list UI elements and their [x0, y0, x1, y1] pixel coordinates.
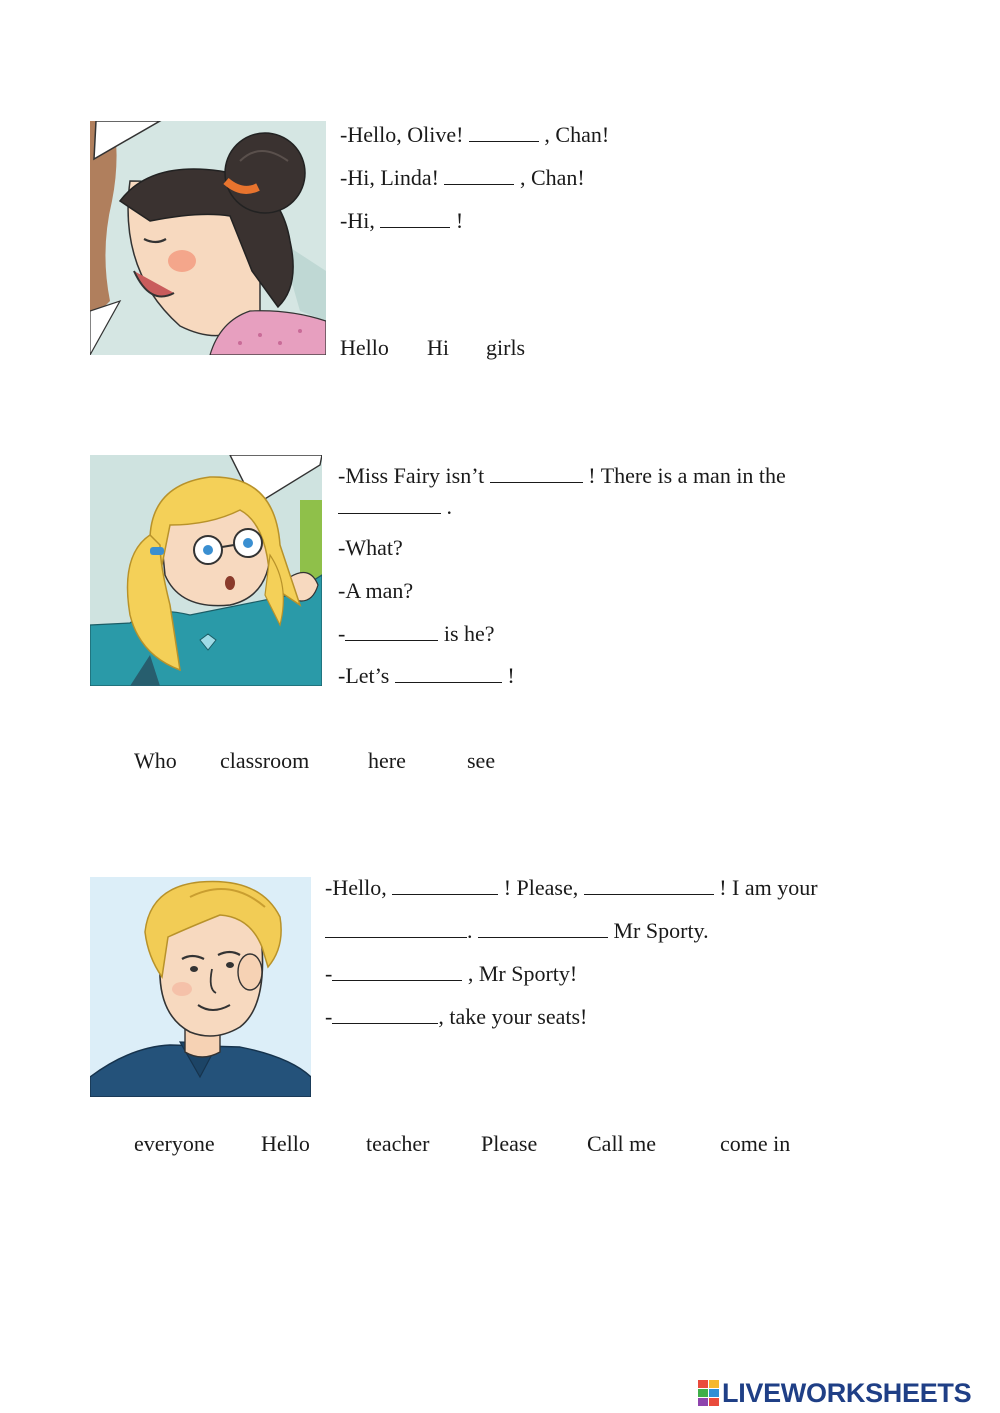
- word-bank-item: classroom: [220, 748, 310, 773]
- answer-blank[interactable]: [395, 664, 502, 683]
- teacher-mr-sporty-illustration: [90, 877, 311, 1097]
- dialogue-line-2: . Mr Sporty.: [325, 918, 709, 944]
- word-bank-item: come in: [720, 1131, 791, 1156]
- word-bank-item: Hello: [340, 335, 389, 360]
- dialogue-line-1: -Hello, ! Please, ! I am your: [325, 875, 818, 900]
- word-bank-item: here: [368, 748, 406, 773]
- word-bank-item: everyone: [134, 1131, 215, 1156]
- answer-blank[interactable]: [338, 495, 441, 514]
- answer-blank[interactable]: [469, 123, 539, 142]
- word-bank-item: Call me: [587, 1131, 657, 1156]
- dialogue-line-3: -Hi, !: [340, 208, 464, 233]
- word-bank-item: Hi: [427, 335, 449, 360]
- answer-blank[interactable]: [345, 622, 438, 641]
- liveworksheets-logo[interactable]: [698, 1378, 994, 1408]
- word-bank-item: see: [467, 748, 496, 773]
- dialogue-line-4: - , take your seats!: [325, 1004, 588, 1029]
- word-bank-item: girls: [486, 335, 526, 360]
- dialogue-line-3: -What?: [338, 535, 403, 560]
- brand-name: LIVEWORKSHEETS: [722, 1378, 972, 1408]
- dialogue-line-1: -Hello, Olive! , Chan!: [340, 122, 610, 147]
- answer-blank[interactable]: [332, 962, 462, 981]
- word-bank-item: Please: [481, 1131, 538, 1156]
- dialogue-line-6: -Let’s !: [338, 663, 515, 688]
- dialogue-line-3: - , Mr Sporty!: [325, 961, 578, 986]
- girl-chan-illustration: [90, 121, 326, 355]
- dialogue-line-2: .: [338, 494, 452, 520]
- answer-blank[interactable]: [332, 1005, 438, 1024]
- dialogue-line-5: - is he?: [338, 621, 495, 646]
- answer-blank[interactable]: [392, 876, 498, 895]
- word-bank-item: Who: [134, 748, 177, 773]
- word-bank-item: Hello: [261, 1131, 310, 1156]
- girl-olive-illustration: [90, 455, 322, 686]
- word-bank-item: teacher: [366, 1131, 430, 1156]
- answer-blank[interactable]: [478, 919, 608, 938]
- answer-blank[interactable]: [325, 919, 467, 938]
- liveworksheets-logo-icon: [698, 1380, 720, 1406]
- answer-blank[interactable]: [490, 464, 583, 483]
- dialogue-line-1: -Miss Fairy isn’t ! There is a man in the: [338, 463, 786, 488]
- dialogue-line-2: -Hi, Linda! , Chan!: [340, 165, 585, 190]
- answer-blank[interactable]: [380, 209, 450, 228]
- dialogue-line-4: -A man?: [338, 578, 414, 603]
- answer-blank[interactable]: [584, 876, 714, 895]
- answer-blank[interactable]: [444, 166, 514, 185]
